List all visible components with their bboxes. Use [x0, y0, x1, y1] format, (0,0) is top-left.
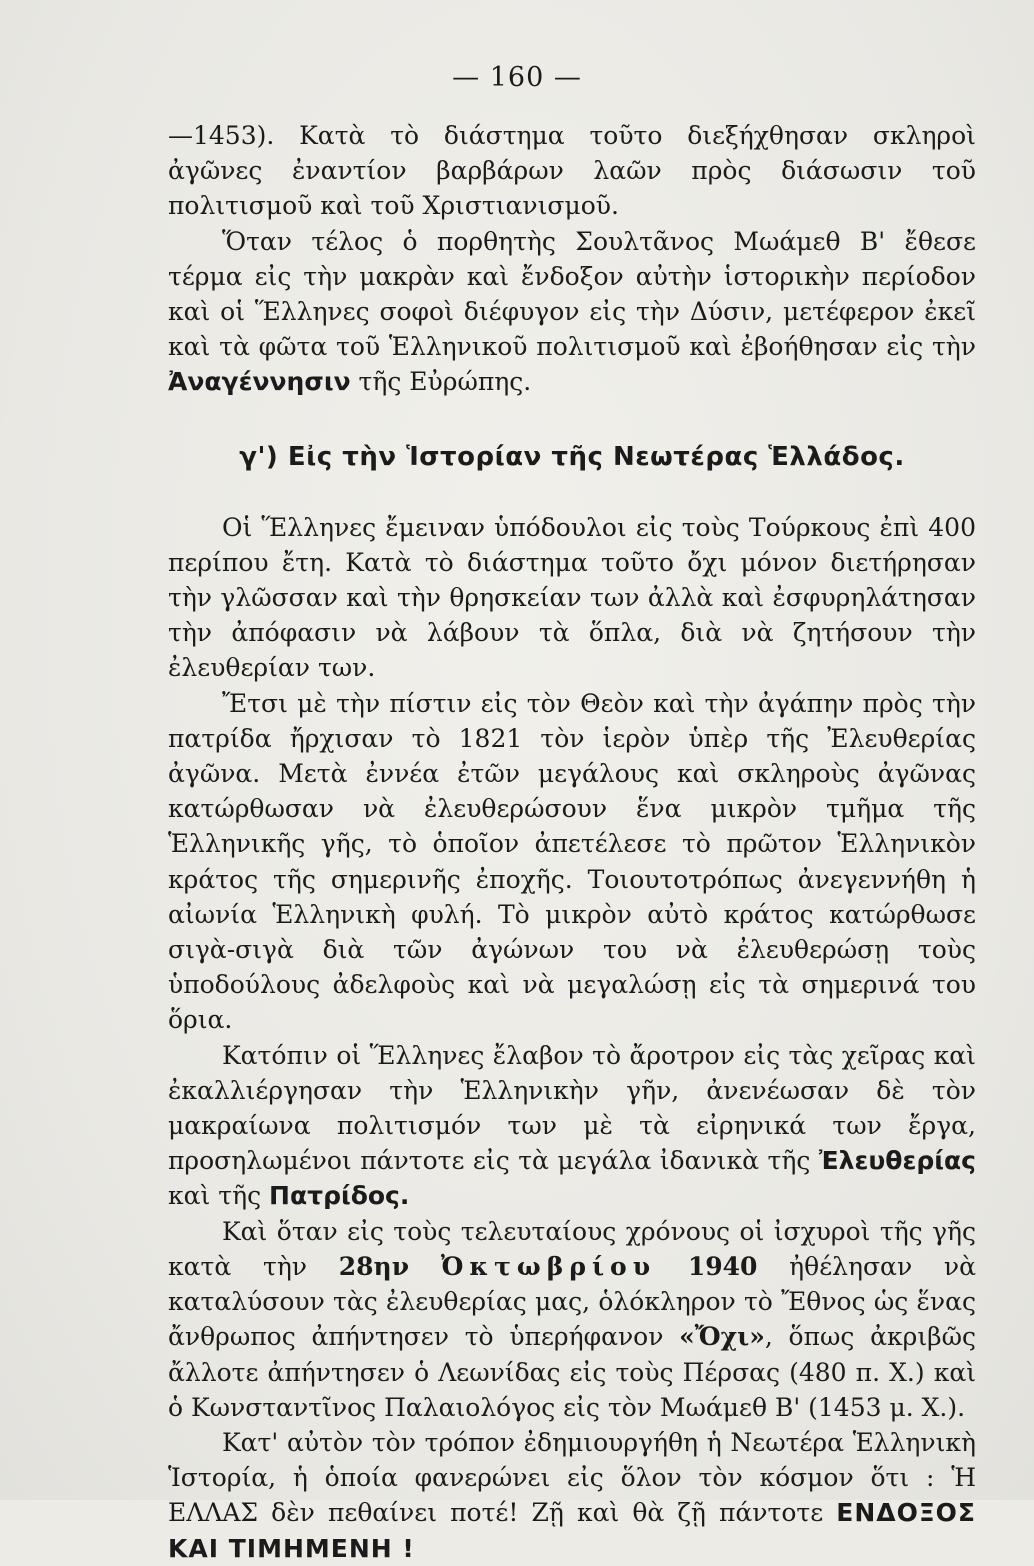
paragraph-renaissance	[168, 224, 976, 400]
emphasis-date-day: 28ην	[338, 1251, 410, 1281]
emphasis-freedom: Ἐλευθερίας	[818, 1146, 976, 1176]
emphasis-homeland: Πατρίδος.	[269, 1181, 410, 1211]
text-run: καὶ τῆς	[168, 1181, 270, 1211]
emphasis-ochi: «Ὄχι»	[679, 1322, 765, 1352]
text-run: Κατ' αὐτὸν τὸν τρόπον ἐδημιουργήθη ἡ Νεωτέρα Ἑλληνικὴ Ἱστορία, ἡ ὁποία φανερώνει εἰς ὅλον τὸν κόσμον ὅτι : Ἡ ΕΛΛΑΣ δὲν πεθαίνει ποτέ! Ζῇ καὶ θὰ ζῇ πάντοτε	[168, 1427, 976, 1528]
text-run	[409, 1252, 441, 1281]
section-heading: γ') Εἰς τὴν Ἱστορίαν τῆς Νεωτέρας Ἑλλάδος.	[239, 441, 905, 472]
paragraph-intro: —1453). Κατὰ τὸ διάστημα τοῦτο διεξήχθησαν σκληροὶ ἀγῶνες ἐναντίον βαρβάρων λαῶν πρὸς διάσωσιν τοῦ πολιτισμοῦ καὶ τοῦ Χριστιανισμοῦ.	[168, 121, 976, 221]
emphasis-year: 1940	[687, 1251, 758, 1281]
paragraph-conclusion	[168, 1425, 976, 1566]
paragraph-peace	[168, 1038, 976, 1214]
emphasis-glorious-honored: ΕΝΔΟΞΟΣ ΚΑΙ ΤΙΜΗΜΕΝΗ !	[168, 1498, 976, 1563]
emphasis-renaissance: Ἀναγέννησιν	[168, 367, 351, 397]
paragraph-revolution: Ἔτσι μὲ τὴν πίστιν εἰς τὸν Θεὸν καὶ τὴν ἀγάπην πρὸς τὴν πατρίδα ἤρχισαν τὸ 1821 τὸν ἱερὸν ὑπὲρ τῆς Ἐλευθερίας ἀγῶνα. Μετὰ ἐννέα ἐτῶν μεγάλους καὶ σκληροὺς ἀγῶνας κατώρθωσαν νὰ ἐλευθερώσουν ἕνα μικρὸν τμῆμα τῆς Ἑλληνικῆς γῆς, τὸ ὁποῖον ἀπετέλεσε τὸ πρῶτον Ἑλληνικὸν κράτος τῆς σημερινῆς ἐποχῆς. Τοιουτοτρόπως ἀνεγεννήθη ἡ αἰωνία Ἑλληνικὴ φυλή. Τὸ μικρὸν αὐτὸ κράτος κατώρθωσε σιγὰ-σιγὰ διὰ τῶν ἀγώνων του νὰ ἐλευθερώσῃ τοὺς ὑποδούλους ἀδελφοὺς καὶ νὰ μεγαλώσῃ εἰς τὰ σημερινά του ὅρια.	[168, 688, 976, 1035]
page-body	[168, 118, 976, 1566]
paragraph-ottoman-rule: Οἱ Ἕλληνες ἔμειναν ὑπόδουλοι εἰς τοὺς Τούρκους ἐπὶ 400 περίπου ἔτη. Κατὰ τὸ διάστημα τοῦτο ὄχι μόνον διετήρησαν τὴν γλῶσσαν καὶ τὴν θρησκείαν των ἀλλὰ καὶ ἐσφυρηλάτησαν τὴν ἀπόφασιν νὰ λάβουν τὰ ὅπλα, διὰ νὰ ζητήσουν τὴν ἐλευθερίαν των.	[168, 512, 976, 683]
text-run: , ὅπως ἀκριβῶς ἄλλοτε ἀπήντησεν ὁ Λεωνίδας εἰς τοὺς Πέρσας (480 π. Χ.) καὶ ὁ Κωνσταντῖνος Παλαιολόγος εἰς τὸν Μωάμεθ Β' (1453 μ. Χ.).	[168, 1322, 976, 1422]
text-run: Ὅταν τέλος ὁ πορθητὴς Σουλτᾶνος Μωάμεθ Β' ἔθεσε τέρμα εἰς τὴν μακρὰν καὶ ἔνδοξον αὐτὴν ἱστορικὴν περίοδον καὶ οἱ Ἕλληνες σοφοὶ διέφυγον εἰς τὴν Δύσιν, μετέφερον ἐκεῖ καὶ τὰ φῶτα τοῦ Ἑλληνικοῦ πολιτισμοῦ καὶ ἐβοήθησαν εἰς τὴν	[168, 226, 976, 362]
text-run	[656, 1252, 688, 1281]
paragraph-1940	[168, 1214, 976, 1425]
text-run: Κατόπιν οἱ Ἕλληνες ἔλαβον τὸ ἄροτρον εἰς τὰς χεῖρας καὶ ἐκαλλιέργησαν τὴν Ἑλληνικὴν γῆν, ἀνενέωσαν δὲ τὸν μακραίωνα πολιτισμόν των μὲ τὰ εἰρηνικά των ἔργα, προσηλωμένοι πάντοτε εἰς τὰ μεγάλα ἰδανικὰ τῆς	[168, 1040, 976, 1176]
emphasis-october: Ὀκτωβρίου	[440, 1251, 657, 1281]
text-run: Καὶ ὅταν εἰς τοὺς τελευταίους χρόνους οἱ ἰσχυροὶ τῆς γῆς κατὰ τὴν	[168, 1216, 976, 1281]
text-run: ἠθέλησαν νὰ καταλύσουν τὰς ἐλευθερίας μας, ὁλόκληρον τὸ Ἔθνος ὡς ἕνας ἄνθρωπος ἀπήντησεν τὸ ὑπερήφανον	[168, 1251, 976, 1352]
page-number: — 160 —	[452, 62, 582, 93]
text-run: τῆς Εὐρώπης.	[350, 367, 532, 397]
